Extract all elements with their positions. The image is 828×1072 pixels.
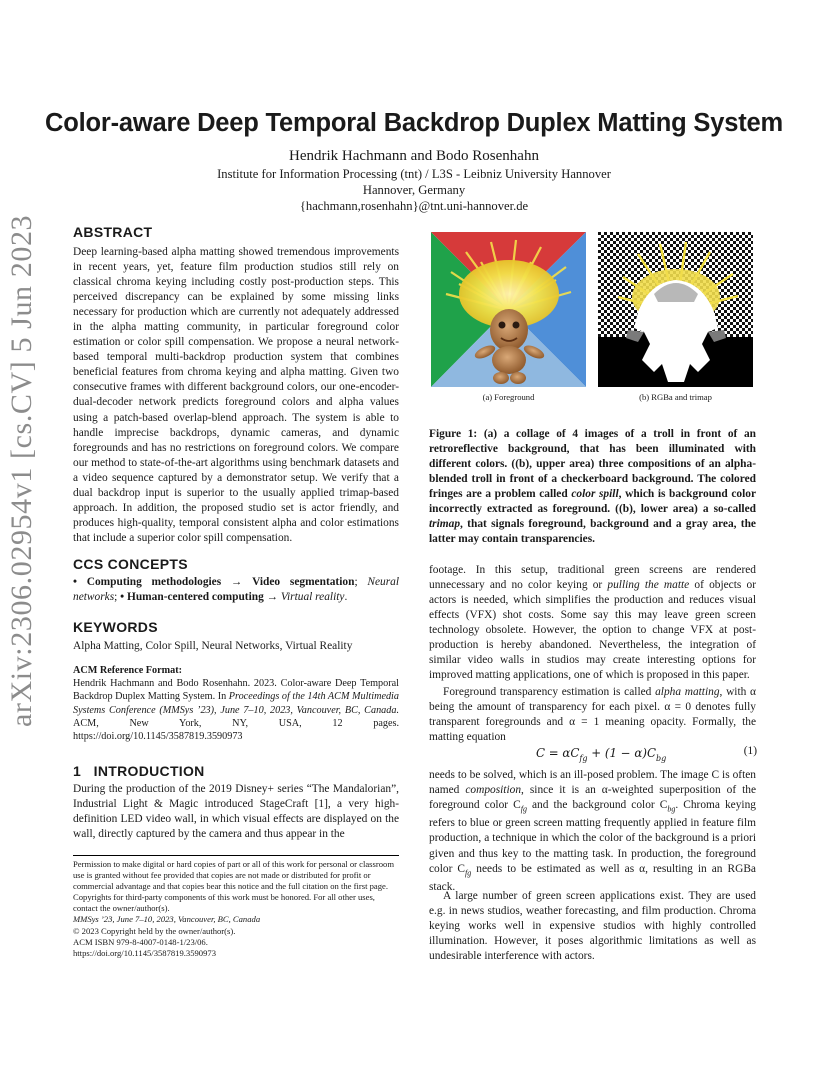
footnote-rule — [73, 855, 399, 856]
body-paragraph-3 — [429, 768, 756, 895]
copyright-line: © 2023 Copyright held by the owner/author(s). — [73, 925, 236, 936]
paper-title: Color-aware Deep Temporal Backdrop Duplex Matting System — [45, 109, 783, 137]
body-paragraph-1 — [429, 563, 756, 683]
body-paragraph-4: A large number of green screen applications exist. They are used e.g. in news studios, weather forecasting, and film production. Chroma keying works well in expensive studios with highly controlled illumination. However, it poses algorithmic limitations as well as undesirable interference with actors. — [429, 890, 756, 963]
ccs-item-1: • Computing methodologies — [73, 576, 222, 588]
isbn-line: ACM ISBN 979-8-4007-0148-1/23/06. — [73, 936, 208, 947]
subcaption-a: (a) Foreground — [482, 392, 535, 402]
acm-ref-venue: Proceedings of the 14th ACM Multimedia Systems Conference (MMSys ’23), June 7–10, 2023, Vancouver, BC, Canada. — [73, 691, 399, 716]
keywords-text: Alpha Matting, Color Spill, Neural Networks, Virtual Reality — [73, 640, 353, 652]
intro-heading — [73, 763, 399, 779]
figure-caption — [429, 427, 756, 547]
p2-italic: alpha matting — [655, 686, 720, 698]
ccs-arrow: → — [263, 591, 281, 604]
equation-sub-bg: bg — [655, 754, 667, 764]
abstract-heading: ABSTRACT — [73, 224, 153, 240]
p3-part-d: . Chroma keying refers to blue or green screen matting frequently applied in feature film production, a technique in which the color of the background is a priori given and thus key to the matting task. In production, the foreground color C — [429, 799, 756, 875]
acm-ref-text — [73, 677, 399, 743]
doi-line: https://doi.org/10.1145/3587819.3590973 — [73, 947, 216, 958]
affiliation: Institute for Information Processing (tnt) / L3S - Leibniz University Hannover — [217, 167, 611, 181]
p3-italic: composition — [465, 784, 522, 797]
location: Hannover, Germany — [362, 183, 466, 197]
p3-part-c: and the background color C — [526, 799, 668, 812]
subcaption-b: (b) RGBa and trimap — [639, 392, 712, 402]
ccs-item-2: • Human-centered computing — [120, 591, 264, 604]
p3-sub-fg: fg — [520, 804, 527, 814]
ccs-target-2: Virtual reality — [280, 591, 345, 604]
intro-title: INTRODUCTION — [93, 763, 205, 779]
abstract-text: Deep learning-based alpha matting showed tremendous improvements in recent years, yet, feature film production studios still rely on classical chroma keying including costly post-production steps. This perceived discrepancy can be explained by some missing links necessary for production which are currently not adequately addressed in the alpha matting community, in particular foreground color estimation or color spill compensation. We propose a neural network-based temporal multi-backdrop production system that combines beneficial features from chroma keying and alpha matting. Given two consecutive frames with different background colors, our one-encoder-dual-decoder network predicts foreground colors and alpha values using a patch-based overlap-blend approach. The system is able to handle imprecise backdrops, dynamic cameras, and dynamic foregrounds and has no restrictions on foreground colors. We compare our method to state-of-the-art algorithms using benchmark datasets and a video sequence captured by a demonstrator setup. We verify that a dual backdrop input is superior to the usually applied trimap-based approach. In addition, the proposed studio set is actor friendly, and produces high-quality, temporal consistent alpha and color estimations that include a superior color spill compensation. — [73, 246, 399, 544]
acm-ref-heading: ACM Reference Format: — [73, 665, 182, 676]
matting-equation — [536, 744, 756, 763]
p2-part-b: , with α being the amount of transparency for each pixel. α = 0 denotes fully transparent foregrounds and α = 1 meaning opacity. Formally, the matting equation — [429, 686, 756, 744]
p1-part-b: of objects or actors is needed, which simplifies the production and reduces visual effects (VFX) shot costs. Some say this may leave green screen technology obsolete. However, the option to change VFX at post-production is hereby abandoned. Nevertheless, the integration of similar video walls in studios may create interesting options for improved matting applications, one of which is proposed in this paper. — [429, 579, 756, 682]
caption-part3: , that signals foreground, background and a gray area, the latter may contain transparencies. — [429, 518, 756, 546]
figure-rgba-trimap-image — [598, 232, 753, 387]
conference-line: MMSys ’23, June 7–10, 2023, Vancouver, BC, Canada — [73, 914, 261, 925]
equation-rhs: + (1 − α)C — [587, 746, 656, 760]
acm-ref-part1: Hendrik Hachmann and Bodo Rosenhahn. 2023. Color-aware Deep Temporal Backdrop Duplex Matting System. In — [73, 678, 399, 703]
p1-italic: pulling the matte — [607, 579, 690, 592]
ccs-target-1: Video segmentation — [252, 576, 355, 588]
caption-part2: , which is background color incorrectly extracted as foreground. ((b), lower area) a so-called — [429, 488, 756, 516]
p3-sub-bg: bg — [667, 804, 676, 814]
body-paragraph-2 — [429, 685, 756, 745]
equation-number: (1) — [743, 745, 757, 757]
arxiv-stamp: arXiv:2306.02954v1 [cs.CV] 5 Jun 2023 — [5, 214, 38, 727]
p3-part-a: needs to be solved, which is an ill-posed problem. The image C is often named — [429, 769, 756, 797]
ccs-arrow: → — [221, 576, 253, 588]
p3-part-e: needs to be estimated as well as α, resulting in an RGBa stack. — [429, 862, 756, 893]
ccs-concepts — [73, 575, 399, 605]
ccs-end: . — [344, 591, 348, 604]
caption-term-trimap: trimap — [429, 518, 461, 531]
ccs-sep: ; — [114, 591, 121, 604]
footnote — [73, 859, 399, 959]
p3-sub-fg-2: fg — [465, 867, 472, 877]
ccs-extra-1: Neural networks — [73, 576, 400, 604]
caption-part1: Figure 1: (a) a collage of 4 images of a troll in front of an retroreflective background, that has been illuminated with different colors. ((b), upper area) three compositions of an alpha-blended troll in front of a checkerboard background. The colored fringes are a problem called — [429, 428, 756, 501]
intro-text: During the production of the 2019 Disney+ series “The Mandalorian”, Industrial Light & Magic introduced StageCraft [1], a very high-definition LED video wall, in which visual effects are displayed on the wall, directly captured by the camera and thus appear in the — [73, 783, 399, 841]
author-names: Hendrik Hachmann and Bodo Rosenhahn — [289, 148, 539, 164]
caption-term-color-spill: color spill — [571, 488, 619, 501]
acm-ref-part3: ACM, New York, NY, USA, 12 pages. https://doi.org/10.1145/3587819.3590973 — [73, 717, 399, 743]
p3-part-b: , since it is an α-weighted superposition of the foreground color C — [429, 784, 756, 812]
permission-notice: Permission to make digital or hard copies of part or all of this work for personal or classroom use is granted without fee provided that copies are not made or distributed for profit or commercial advantage and that copies bear this notice and the full citation on the first page. Copyrights for third-party components of this work must be honored. For all other uses, contact the owner/author(s). — [73, 859, 394, 914]
p1-part-a: footage. In this setup, traditional green screens are rendered unnecessary and no color keying or — [429, 564, 756, 592]
ccs-heading: CCS CONCEPTS — [73, 556, 188, 572]
equation-lhs: C = αC — [536, 746, 580, 760]
keywords-heading: KEYWORDS — [73, 619, 158, 635]
intro-number: 1 — [73, 763, 82, 779]
figure-foreground-image — [431, 232, 586, 387]
ccs-sep: ; — [354, 576, 368, 588]
p2-part-a: Foreground transparency estimation is called — [443, 686, 656, 698]
equation-sub-fg: fg — [579, 754, 588, 764]
author-emails: {hachmann,rosenhahn}@tnt.uni-hannover.de — [299, 199, 529, 213]
